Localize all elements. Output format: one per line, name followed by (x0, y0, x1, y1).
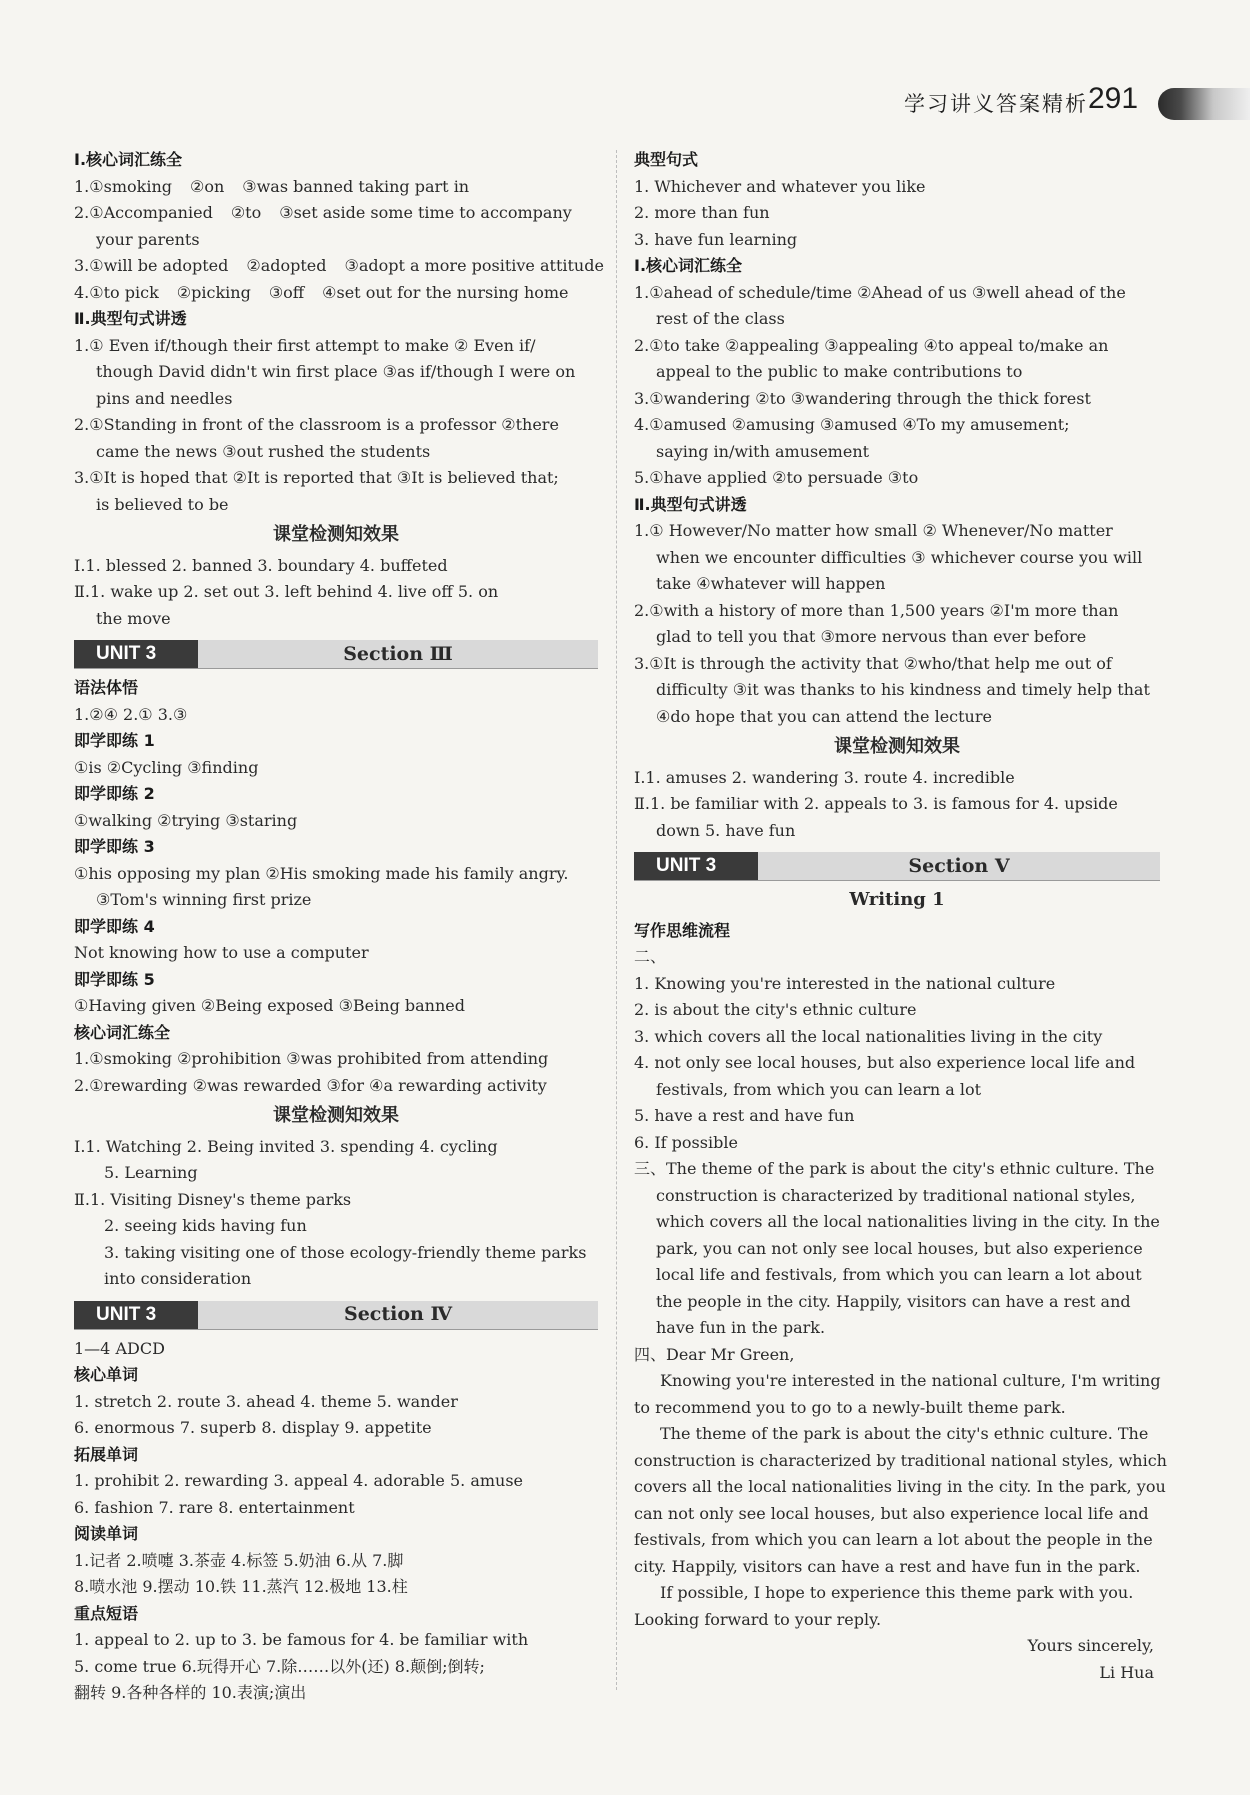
answer-line: into consideration (104, 1269, 252, 1288)
answer-line: 1.① However/No matter how small ② Whenever/No matter (634, 521, 1113, 540)
answer-line: 1.②④ 2.① 3.③ (74, 704, 188, 724)
letter-salutation: 四、Dear Mr Green, (634, 1344, 795, 1364)
right-column (634, 147, 1167, 1686)
answer-line: came the news ③out rushed the students (96, 441, 431, 461)
answer-line: 三、The theme of the park is about the city's ethnic culture. The (634, 1159, 1155, 1178)
answer-line: 2.①to take ②appealing ③appealing ④to appeal to/make an (634, 335, 1109, 355)
answer-line: take ④whatever will happen (656, 574, 886, 593)
letter-line: Looking forward to your reply. (634, 1609, 882, 1629)
answer-line: which covers all the local nationalities living in the city. In the (656, 1212, 1160, 1231)
answer-line: rest of the class (656, 309, 785, 328)
section-heading: 即学即练 2 (74, 784, 155, 803)
section-heading: 写作思维流程 (634, 920, 731, 940)
answer-line: festivals, from which you can learn a lot (656, 1079, 982, 1099)
section-heading: Ⅱ.典型句式讲透 (74, 309, 187, 328)
answer-line: have fun in the park. (656, 1318, 826, 1337)
section-label: Section Ⅲ (343, 642, 453, 665)
section-heading: Ⅰ.核心词汇练全 (74, 150, 183, 169)
answer-line: 4. not only see local houses, but also experience local life and (634, 1053, 1136, 1072)
answer-line: Ⅱ.1. wake up 2. set out 3. left behind 4. live off 5. on (74, 582, 499, 601)
column-divider (616, 150, 617, 1690)
section-heading: 即学即练 4 (74, 916, 155, 936)
answer-line: pins and needles (96, 388, 233, 408)
answer-line: difficulty ③it was thanks to his kindness and timely help that (656, 680, 1150, 699)
answer-line: your parents (96, 229, 200, 249)
answer-line: ①his opposing my plan ②His smoking made his family angry. (74, 863, 569, 883)
answer-line: park, you can not only see local houses, but also experience (656, 1238, 1143, 1258)
section-heading: 语法体悟 (74, 678, 139, 697)
answer-line: 1. appeal to 2. up to 3. be famous for 4. be familiar with (74, 1630, 529, 1649)
answer-line: 1.① Even if/though their first attempt to make ② Even if/ (74, 335, 536, 355)
unit-section-bar (74, 1301, 598, 1330)
answer-line: when we encounter difficulties ③ whichever course you will (656, 547, 1143, 567)
unit-section-bar (634, 852, 1160, 881)
page-header-title: 学习讲义答案精析 (904, 92, 1088, 116)
answer-line: 翻转 9.各种各样的 10.表演;演出 (74, 1683, 307, 1702)
answer-line: 2.①with a history of more than 1,500 years ②I'm more than (634, 600, 1119, 620)
answer-line: local life and festivals, from which you can learn a lot about (656, 1265, 1142, 1284)
answer-line: 3.①wandering ②to ③wandering through the thick forest (634, 388, 1091, 408)
check-heading: 课堂检测知效果 (273, 1105, 399, 1126)
answer-line: down 5. have fun (656, 820, 796, 840)
page-corner-tab (1158, 88, 1250, 120)
answer-line: 1.记者 2.喷嚏 3.茶壶 4.标签 5.奶油 6.从 7.脚 (74, 1550, 404, 1570)
answer-line: 5. come true 6.玩得开心 7.除……以外(还) 8.颠倒;倒转; (74, 1656, 485, 1676)
answer-line: 3. taking visiting one of those ecology-friendly theme parks (104, 1242, 587, 1262)
check-heading: 课堂检测知效果 (273, 524, 399, 545)
answer-line: 1. Whichever and whatever you like (634, 176, 926, 196)
answer-line: 1—4 ADCD (74, 1338, 165, 1358)
answer-line: 3.①will be adopted ②adopted ③adopt a more positive attitude (74, 256, 604, 275)
section-label: Section Ⅴ (908, 854, 1010, 877)
section-heading: 即学即练 5 (74, 969, 155, 989)
answer-line: Ⅰ.1. Watching 2. Being invited 3. spending 4. cycling (74, 1136, 498, 1156)
answer-line: 4.①amused ②amusing ③amused ④To my amusement; (634, 415, 1070, 434)
answer-line: 3. have fun learning (634, 229, 798, 249)
section-heading: 核心词汇练全 (74, 1022, 171, 1042)
section-heading: 即学即练 1 (74, 731, 155, 750)
answer-line: 5. Learning (104, 1163, 198, 1182)
answer-line: 5.①have applied ②to persuade ③to (634, 468, 919, 487)
answer-line: 2. seeing kids having fun (104, 1216, 307, 1235)
answer-line: appeal to the public to make contributions to (656, 362, 1023, 381)
letter-line: festivals, from which you can learn a lot about the people in the (634, 1530, 1153, 1549)
letter-line: to recommend you to go to a newly-built theme park. (634, 1397, 1066, 1417)
section-heading: 即学即练 3 (74, 837, 155, 856)
letter-line: The theme of the park is about the city's ethnic culture. The (660, 1424, 1149, 1443)
answer-line: 1.①smoking ②on ③was banned taking part in (74, 176, 470, 196)
answer-line: 6. enormous 7. superb 8. display 9. appetite (74, 1418, 432, 1437)
answer-line: is believed to be (96, 494, 229, 514)
section-heading: 典型句式 (634, 150, 699, 169)
section-heading: 阅读单词 (74, 1524, 139, 1543)
page-number: 291 (1088, 82, 1139, 115)
answer-line: Ⅰ.1. amuses 2. wandering 3. route 4. incredible (634, 767, 1015, 787)
unit-label: UNIT 3 (74, 640, 198, 668)
letter-line: city. Happily, visitors can have a rest and have fun in the park. (634, 1556, 1141, 1576)
answer-line: 3.①It is hoped that ②It is reported that ③It is believed that; (74, 468, 559, 487)
check-heading: 课堂检测知效果 (834, 736, 960, 757)
answer-line: Ⅱ.1. Visiting Disney's theme parks (74, 1189, 352, 1209)
answer-line: 二、 (634, 947, 667, 966)
answer-line: 5. have a rest and have fun (634, 1106, 855, 1125)
answer-line: the people in the city. Happily, visitors can have a rest and (656, 1291, 1131, 1311)
letter-line: If possible, I hope to experience this theme park with you. (660, 1583, 1134, 1602)
answer-line: ③Tom's winning first prize (96, 890, 312, 909)
answer-line: 2. more than fun (634, 203, 770, 222)
answer-line: the move (96, 608, 171, 628)
answer-line: though David didn't win first place ③as if/though I were on (96, 362, 576, 381)
letter-line: covers all the local nationalities living in the city. In the park, you (634, 1477, 1166, 1496)
writing-title: Writing 1 (849, 889, 945, 910)
unit-label: UNIT 3 (74, 1301, 198, 1329)
answer-line: saying in/with amusement (656, 441, 870, 461)
answer-line: 3.①It is through the activity that ②who/that help me out of (634, 653, 1112, 673)
answer-line: 1. stretch 2. route 3. ahead 4. theme 5. wander (74, 1391, 458, 1411)
answer-line: 2.①Standing in front of the classroom is a professor ②there (74, 415, 559, 434)
answer-line: 2.①rewarding ②was rewarded ③for ④a rewarding activity (74, 1075, 547, 1095)
answer-line: ①Having given ②Being exposed ③Being banned (74, 996, 465, 1015)
section-heading: Ⅱ.典型句式讲透 (634, 494, 747, 514)
letter-closing: Yours sincerely, (1027, 1636, 1154, 1655)
section-heading: 拓展单词 (74, 1444, 139, 1464)
answer-line: 1.①ahead of schedule/time ②Ahead of us ③well ahead of the (634, 282, 1126, 302)
answer-line: 8.喷水池 9.摆动 10.铁 11.蒸汽 12.极地 13.柱 (74, 1577, 408, 1596)
answer-line: 6. fashion 7. rare 8. entertainment (74, 1497, 355, 1517)
letter-line: Knowing you're interested in the national culture, I'm writing (660, 1371, 1161, 1390)
section-heading: Ⅰ.核心词汇练全 (634, 256, 743, 275)
letter-signature: Li Hua (1099, 1662, 1154, 1682)
letter-line: construction is characterized by traditional national styles, which (634, 1450, 1167, 1470)
answer-line: ①walking ②trying ③staring (74, 810, 298, 830)
answer-line: 4.①to pick ②picking ③off ④set out for the nursing home (74, 282, 569, 302)
letter-line: can not only see local houses, but also experience local life and (634, 1503, 1149, 1523)
left-column (74, 147, 604, 1707)
answer-line: 1. Knowing you're interested in the national culture (634, 973, 1056, 993)
answer-line: 6. If possible (634, 1132, 738, 1152)
answer-line: glad to tell you that ③more nervous than ever before (656, 627, 1087, 646)
answer-line: 2.①Accompanied ②to ③set aside some time to accompany (74, 203, 572, 222)
section-label: Section Ⅳ (343, 1303, 453, 1326)
section-heading: 重点短语 (74, 1603, 139, 1623)
answer-line: 3. which covers all the local nationalities living in the city (634, 1026, 1103, 1046)
answer-line: 1.①smoking ②prohibition ③was prohibited from attending (74, 1049, 549, 1068)
answer-line: ①is ②Cycling ③finding (74, 757, 259, 777)
answer-line: construction is characterized by traditional national styles, (656, 1185, 1136, 1205)
answer-line: 2. is about the city's ethnic culture (634, 1000, 917, 1019)
answer-line: Ⅰ.1. blessed 2. banned 3. boundary 4. buffeted (74, 555, 448, 575)
section-heading: 核心单词 (74, 1365, 139, 1384)
unit-section-bar (74, 640, 598, 669)
answer-line: Not knowing how to use a computer (74, 943, 369, 962)
unit-label: UNIT 3 (634, 852, 758, 880)
answer-line: 1. prohibit 2. rewarding 3. appeal 4. adorable 5. amuse (74, 1471, 524, 1490)
answer-line: Ⅱ.1. be familiar with 2. appeals to 3. is famous for 4. upside (634, 794, 1118, 813)
answer-line: ④do hope that you can attend the lecture (656, 706, 992, 726)
